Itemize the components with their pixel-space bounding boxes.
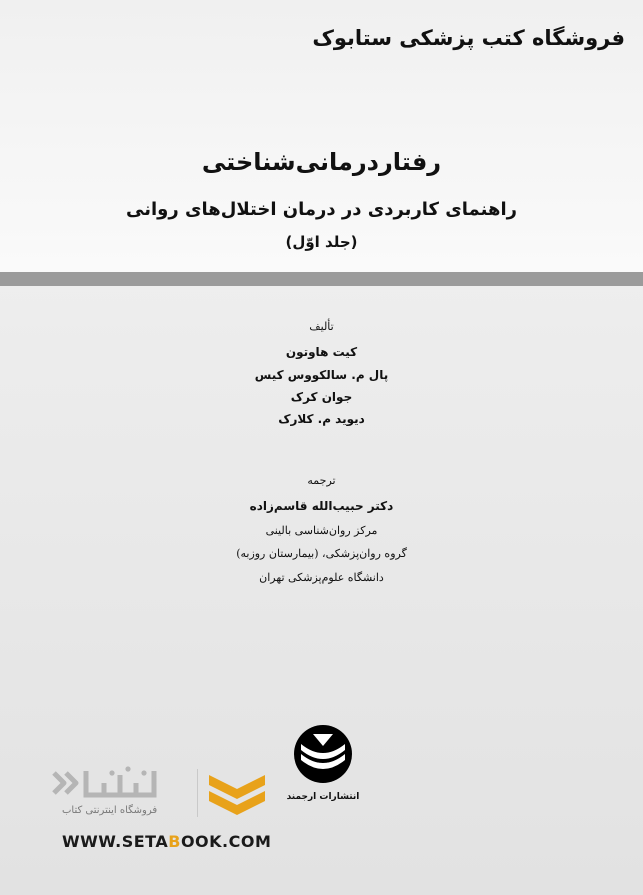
affiliation-2: گروه روان‌پزشکی، (بیمارستان روزبه)	[236, 547, 407, 560]
setabook-logo[interactable]	[50, 765, 275, 825]
url-part-1: WWW.SETA	[62, 832, 169, 851]
affiliation-3: دانشگاه علوم‌پزشکی تهران	[259, 571, 384, 584]
affiliation-1: مرکز روان‌شناسی بالینی	[265, 524, 378, 537]
book-volume: (جلد اوّل)	[285, 233, 358, 251]
author-4: دیوید م. کلارک	[278, 412, 365, 426]
url-part-2: OOK.COM	[180, 832, 272, 851]
authors-label: تألیف	[309, 320, 334, 333]
publisher-name: انتشارات ارجمند	[286, 792, 360, 802]
setabook-wordmark-icon	[50, 765, 160, 805]
author-3: جوان کرک	[290, 390, 353, 404]
author-2: پال م. سالکووس کیس	[254, 368, 389, 382]
store-name: فروشگاه کتب پزشکی ستابوک	[312, 26, 625, 50]
publisher-block	[282, 724, 364, 802]
translator-name: دکتر حبیب‌الله قاسم‌زاده	[249, 499, 394, 513]
logo-divider	[197, 769, 198, 817]
setabook-tagline: فروشگاه اینترنتی کتاب	[62, 805, 158, 816]
header-band	[0, 272, 643, 286]
setabook-url[interactable]	[62, 832, 271, 851]
book-title: رفتاردرمانی‌شناختی	[201, 148, 442, 176]
setabook-chevron-icon	[205, 771, 269, 821]
translation-label: ترجمه	[307, 474, 336, 487]
url-highlight: B	[168, 832, 181, 851]
arjmand-logo-icon	[291, 724, 355, 784]
author-1: کیت هاوتون	[285, 345, 358, 359]
book-subtitle: راهنمای کاربردی در درمان اختلال‌های روانی	[126, 199, 517, 220]
